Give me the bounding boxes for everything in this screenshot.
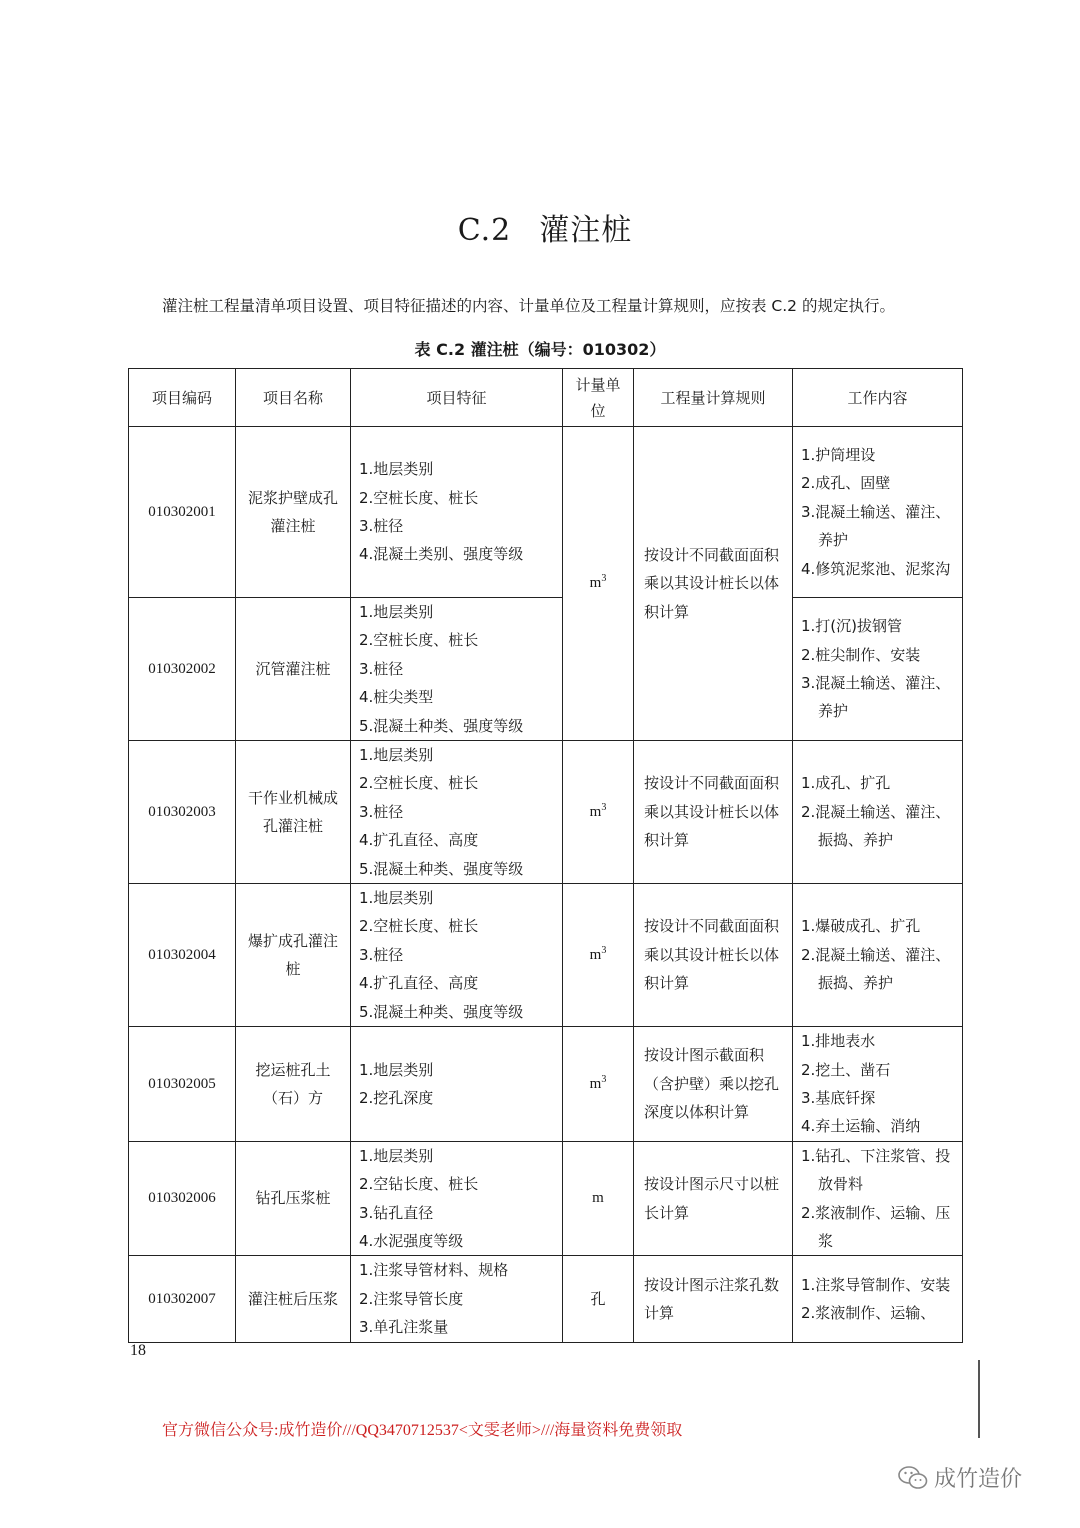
header-cell: 项目编码 xyxy=(129,369,236,427)
intro-paragraph: 灌注桩工程量清单项目设置、项目特征描述的内容、计量单位及工程量计算规则，应按表 C.2 的规定执行。 xyxy=(162,297,895,315)
work-line: 1.排地表水 xyxy=(801,1032,876,1051)
header-cell: 工程量计算规则 xyxy=(634,369,793,427)
footer-note: 官方微信公众号:成竹造价///QQ3470712537<文雯老师>///海量资料免费领取 xyxy=(162,1422,683,1439)
feature-line: 4.水泥强度等级 xyxy=(359,1231,464,1250)
feature-line: 2.空桩长度、桩长 xyxy=(359,488,479,507)
feature-line: 2.空桩长度、桩长 xyxy=(359,917,479,936)
unit-base: m xyxy=(589,1075,602,1092)
item-unit xyxy=(563,741,634,884)
item-rule: 按设计图示注浆孔数计算 xyxy=(634,1256,793,1342)
unit-exponent: 3 xyxy=(601,573,607,585)
feature-line: 1.地层类别 xyxy=(359,889,434,908)
feature-line: 5.混凝土种类、强度等级 xyxy=(359,1002,524,1021)
work-line: 3.混凝土输送、灌注、养护 xyxy=(801,674,951,721)
feature-line: 1.地层类别 xyxy=(359,603,434,621)
feature-line: 3.桩径 xyxy=(359,945,404,964)
feature-line: 1.地层类别 xyxy=(359,746,434,765)
work-line: 1.打(沉)拔钢管 xyxy=(801,617,903,636)
feature-line: 1.注浆导管材料、规格 xyxy=(359,1261,509,1280)
item-work xyxy=(793,427,963,598)
item-code: 010302004 xyxy=(129,884,236,1027)
feature-line: 1.地层类别 xyxy=(359,1060,434,1079)
section-code: C.2 xyxy=(457,213,512,248)
item-name: 沉管灌注桩 xyxy=(236,598,351,741)
item-unit xyxy=(563,427,634,741)
work-line: 2.桩尖制作、安装 xyxy=(801,645,921,664)
feature-line: 2.挖孔深度 xyxy=(359,1088,434,1107)
section-title xyxy=(0,205,1080,249)
table-row xyxy=(129,598,963,741)
work-line: 2.浆液制作、运输、压浆 xyxy=(801,1203,951,1250)
item-features xyxy=(351,1256,563,1342)
work-line: 4.修筑泥浆池、泥浆沟 xyxy=(801,559,951,578)
table-caption: 表 C.2 灌注桩（编号：010302） xyxy=(414,340,666,359)
feature-line: 3.单孔注浆量 xyxy=(359,1318,449,1337)
item-work xyxy=(793,1027,963,1142)
header-cell: 项目特征 xyxy=(351,369,563,427)
feature-line: 3.桩径 xyxy=(359,659,404,678)
feature-line: 4.混凝土类别、强度等级 xyxy=(359,545,524,564)
unit-base: m xyxy=(589,946,602,963)
feature-line: 4.扩孔直径、高度 xyxy=(359,831,479,850)
item-name: 泥浆护壁成孔灌注桩 xyxy=(236,427,351,598)
header-cell: 项目名称 xyxy=(236,369,351,427)
item-code: 010302002 xyxy=(129,598,236,741)
feature-line: 2.注浆导管长度 xyxy=(359,1289,464,1308)
item-code: 010302007 xyxy=(129,1256,236,1342)
margin-divider xyxy=(978,1360,980,1438)
header-cell: 计量单位 xyxy=(563,369,634,427)
feature-line: 3.桩径 xyxy=(359,802,404,821)
work-line: 2.混凝土输送、灌注、振捣、养护 xyxy=(801,802,951,850)
feature-line: 4.桩尖类型 xyxy=(359,688,434,707)
item-name: 干作业机械成孔灌注桩 xyxy=(236,741,351,884)
item-work xyxy=(793,884,963,1027)
spec-table xyxy=(128,368,963,1343)
table-row xyxy=(129,884,963,1027)
item-name: 灌注桩后压浆 xyxy=(236,1256,351,1342)
item-unit: m xyxy=(563,1141,634,1256)
unit-exponent: 3 xyxy=(601,1073,607,1085)
item-rule: 按设计不同截面面积乘以其设计桩长以体积计算 xyxy=(634,741,793,884)
feature-line: 2.空桩长度、桩长 xyxy=(359,774,479,793)
header-cell: 工作内容 xyxy=(793,369,963,427)
item-name: 挖运桩孔土（石）方 xyxy=(236,1027,351,1142)
table-row xyxy=(129,741,963,884)
feature-line: 4.扩孔直径、高度 xyxy=(359,974,479,993)
watermark xyxy=(898,1462,1022,1493)
item-rule: 按设计图示尺寸以桩长计算 xyxy=(634,1141,793,1256)
watermark-text: 成竹造价 xyxy=(934,1467,1023,1492)
item-code: 010302003 xyxy=(129,741,236,884)
work-line: 2.成孔、固壁 xyxy=(801,474,891,493)
item-rule: 按设计不同截面面积乘以其设计桩长以体积计算 xyxy=(634,427,793,741)
item-features xyxy=(351,598,563,741)
item-unit xyxy=(563,1027,634,1142)
feature-line: 1.地层类别 xyxy=(359,1146,434,1165)
feature-line: 1.地层类别 xyxy=(359,460,434,479)
item-features xyxy=(351,427,563,598)
item-name: 钻孔压浆桩 xyxy=(236,1141,351,1256)
item-work xyxy=(793,1256,963,1342)
unit-base: m xyxy=(589,575,602,592)
feature-line: 3.桩径 xyxy=(359,517,404,535)
work-line: 1.成孔、扩孔 xyxy=(801,774,891,793)
item-unit xyxy=(563,884,634,1027)
item-features xyxy=(351,884,563,1027)
header-row xyxy=(129,369,963,427)
section-name: 灌注桩 xyxy=(539,213,633,248)
table-row xyxy=(129,1256,963,1342)
feature-line: 2.空桩长度、桩长 xyxy=(359,631,479,650)
unit-exponent: 3 xyxy=(601,944,607,956)
feature-line: 5.混凝土种类、强度等级 xyxy=(359,716,524,735)
item-name: 爆扩成孔灌注桩 xyxy=(236,884,351,1027)
item-code: 010302001 xyxy=(129,427,236,598)
item-rule: 按设计不同截面面积乘以其设计桩长以体积计算 xyxy=(634,884,793,1027)
feature-line: 3.钻孔直径 xyxy=(359,1203,434,1222)
item-work xyxy=(793,598,963,741)
work-line: 1.钻孔、下注浆管、投放骨料 xyxy=(801,1146,951,1194)
item-unit: 孔 xyxy=(563,1256,634,1342)
item-features xyxy=(351,741,563,884)
item-features xyxy=(351,1027,563,1142)
unit-exponent: 3 xyxy=(601,801,607,813)
item-work xyxy=(793,741,963,884)
wechat-icon xyxy=(898,1465,928,1491)
feature-line: 5.混凝土种类、强度等级 xyxy=(359,859,524,878)
item-rule: 按设计图示截面积（含护壁）乘以挖孔深度以体积计算 xyxy=(634,1027,793,1142)
work-line: 3.混凝土输送、灌注、养护 xyxy=(801,502,951,550)
page-number: 18 xyxy=(130,1342,146,1359)
work-line: 2.浆液制作、运输、 xyxy=(801,1303,936,1322)
work-line: 3.基底钎探 xyxy=(801,1088,876,1107)
work-line: 1.爆破成孔、扩孔 xyxy=(801,917,921,936)
work-line: 4.弃土运输、消纳 xyxy=(801,1117,921,1136)
item-code: 010302005 xyxy=(129,1027,236,1142)
work-line: 1.注浆导管制作、安装 xyxy=(801,1275,951,1294)
item-work xyxy=(793,1141,963,1256)
work-line: 2.挖土、凿石 xyxy=(801,1060,891,1079)
table-row xyxy=(129,427,963,598)
table-row xyxy=(129,1027,963,1142)
item-code: 010302006 xyxy=(129,1141,236,1256)
feature-line: 2.空钻长度、桩长 xyxy=(359,1175,479,1194)
work-line: 1.护筒埋设 xyxy=(801,445,876,464)
work-line: 2.混凝土输送、灌注、振捣、养护 xyxy=(801,945,951,993)
unit-base: m xyxy=(589,803,602,820)
item-features xyxy=(351,1141,563,1256)
table-row xyxy=(129,1141,963,1256)
